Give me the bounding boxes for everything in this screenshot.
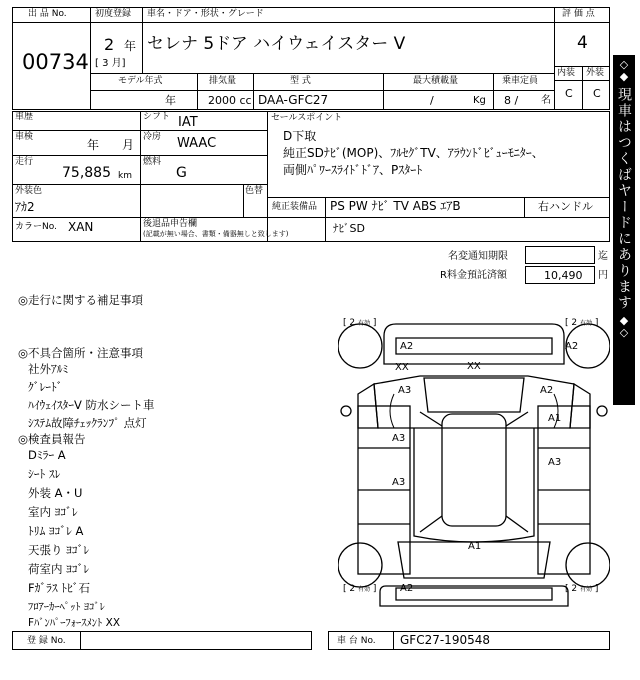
- defects-title: ◎不具合箇所・注意事項: [18, 346, 144, 360]
- recycle-unit: 円: [598, 270, 608, 281]
- model-year-label: モデル年式: [118, 76, 163, 86]
- capacity-unit: 名: [541, 95, 551, 106]
- lot-no: 00734: [22, 50, 89, 74]
- defect-item: ｸﾞﾚｰﾄﾞ: [28, 380, 63, 394]
- interior-grade: C: [565, 87, 573, 100]
- damage-mark: A2: [565, 341, 579, 352]
- recycle-label: R料金預託済額: [440, 270, 507, 281]
- sales-line-3: 両側ﾊﾟﾜｰｽﾗｲﾄﾞﾄﾞｱ、Pｽﾀｰﾄ: [283, 163, 423, 177]
- damage-mark: A2: [540, 385, 554, 396]
- damage-mark: A3: [392, 477, 406, 488]
- first-reg-year-unit: 年: [124, 39, 137, 53]
- inspector-title: ◎検査員報告: [18, 432, 86, 446]
- inspector-item: Fﾊﾞﾝﾊﾟｰﾌｫｰｽﾒﾝﾄ XX: [28, 617, 121, 629]
- damage-mark: A3: [548, 457, 562, 468]
- equipment-items: PS PW ﾅﾋﾞ TV ABS ｴｱB: [330, 199, 461, 213]
- score: 4: [577, 33, 588, 53]
- shift-label: シフト: [143, 112, 171, 122]
- exterior-label: 外装: [586, 68, 605, 78]
- capacity: 8 /: [504, 94, 519, 107]
- ac: WAAC: [177, 136, 217, 151]
- damage-mark: A1: [548, 413, 562, 424]
- aftermarket-label: 後退品申告欄: [143, 219, 198, 229]
- max-load-label: 最大積載量: [413, 76, 459, 86]
- type-label: 型 式: [290, 76, 311, 86]
- max-load-slash: /: [430, 94, 434, 107]
- type: DAA-GFC27: [258, 93, 329, 107]
- interior-label: 内装: [557, 68, 576, 78]
- notice-label: 名変通知期限: [448, 251, 508, 262]
- history-label: 車歴: [15, 112, 34, 122]
- damage-mark: A3: [398, 385, 412, 396]
- inspector-item: ﾄﾘﾑ ﾖｺﾞﾚ A: [28, 524, 84, 538]
- inspection-month: 月: [122, 138, 135, 152]
- inspector-item: 荷室内 ﾖｺﾞﾚ: [28, 562, 90, 576]
- mileage: 75,885: [62, 165, 111, 181]
- damage-mark: XX: [395, 362, 409, 373]
- car-name: セレナ 5ドア ハイウェイスター V: [147, 34, 406, 54]
- recycle: 10,490: [544, 269, 583, 282]
- inspector-item: 外装 A・U: [28, 486, 83, 500]
- notice-box: [525, 246, 595, 264]
- damage-mark: A2: [400, 341, 414, 352]
- inspector-item: ﾌﾛｱｰｶｰﾍﾟｯﾄ ﾖｺﾞﾚ: [28, 601, 105, 613]
- damage-mark: A3: [392, 433, 406, 444]
- displacement: 2000 cc: [208, 94, 252, 107]
- shift: IAT: [178, 115, 198, 130]
- inspection-label: 車検: [15, 132, 34, 142]
- chassis-label: 車 台 No.: [337, 636, 376, 646]
- car-name-label: 車名・ドア・形状・グレード: [147, 9, 264, 19]
- equipment-label: 純正装備品: [272, 202, 318, 212]
- damage-mark: A2: [400, 583, 414, 594]
- sales-line-1: D下取: [283, 129, 317, 143]
- color-no: XAN: [68, 220, 94, 234]
- inspector-item: 天張り ﾖｺﾞﾚ: [28, 543, 90, 557]
- fuel: G: [176, 165, 187, 181]
- color-no-label: カラーNo.: [15, 222, 57, 232]
- mileage-label: 走行: [15, 157, 34, 167]
- defect-item: ﾊｲｳｪｲｽﾀｰV 防水シート車: [28, 398, 155, 412]
- ext-color: ｱｶ2: [15, 200, 35, 214]
- damage-mark: XX: [467, 361, 481, 372]
- damage-mark: A1: [468, 541, 482, 552]
- lot-no-label: 出 品 No.: [28, 9, 67, 19]
- color-change-label: 色替: [245, 186, 264, 196]
- sales-line-2: 純正SDﾅﾋﾞ(MOP)、ﾌﾙｾｸﾞTV、ｱﾗｳﾝﾄﾞﾋﾞｭｰﾓﾆﾀｰ、: [283, 146, 544, 160]
- first-reg-month: [ 3 月]: [95, 58, 126, 69]
- model-year-unit: 年: [165, 94, 176, 107]
- max-load-unit: Kg: [473, 95, 486, 106]
- first-reg-label: 初度登録: [95, 9, 132, 19]
- mileage-unit: km: [118, 171, 132, 181]
- capacity-label: 乗車定員: [502, 76, 539, 86]
- sales-label: セールスポイント: [271, 113, 343, 123]
- inspection-year: 年: [87, 138, 100, 152]
- handle: 右ハンドル: [538, 200, 593, 213]
- yard-location-text: 現車はつくばヤードにあります: [616, 87, 632, 311]
- exterior-grade: C: [593, 87, 601, 100]
- tire-label-rr: [ 2 有効 ]: [565, 584, 599, 594]
- defect-item: ｼｽﾃﾑ故障ﾁｪｯｸﾗﾝﾌﾟ 点灯: [28, 416, 147, 430]
- displacement-label: 排気量: [209, 76, 237, 86]
- reg-no-label: 登 録 No.: [27, 636, 66, 646]
- tire-label-fl: [ 2 有効 ]: [343, 318, 377, 328]
- yard-location-banner: ◇ ◆ 現車はつくばヤードにあります ◆ ◇: [613, 55, 635, 405]
- notice-unit: 迄: [598, 251, 608, 262]
- defect-item: 社外ｱﾙﾐ: [28, 362, 69, 376]
- ac-label: 冷房: [143, 132, 162, 142]
- aftermarket: ﾅﾋﾞSD: [333, 222, 365, 235]
- inspector-item: ｼｰﾄ ｽﾚ: [28, 467, 61, 481]
- tire-label-fr: [ 2 有効 ]: [565, 318, 599, 328]
- ext-color-label: 外装色: [15, 186, 43, 196]
- fuel-label: 燃料: [143, 157, 162, 167]
- driving-title: ◎走行に関する補足事項: [18, 293, 144, 307]
- inspector-item: Fｶﾞﾗｽ ﾄﾋﾞ石: [28, 581, 91, 595]
- chassis: GFC27-190548: [400, 633, 490, 647]
- aftermarket-note: (記載が無い場合、書類・備器無しと致します): [143, 230, 289, 238]
- tire-label-rl: [ 2 有効 ]: [343, 584, 377, 594]
- inspector-item: 室内 ﾖｺﾞﾚ: [28, 505, 78, 519]
- inspector-item: Dﾐﾗｰ A: [28, 448, 66, 462]
- first-reg-year: 2: [104, 35, 115, 54]
- score-label: 評 価 点: [562, 9, 595, 19]
